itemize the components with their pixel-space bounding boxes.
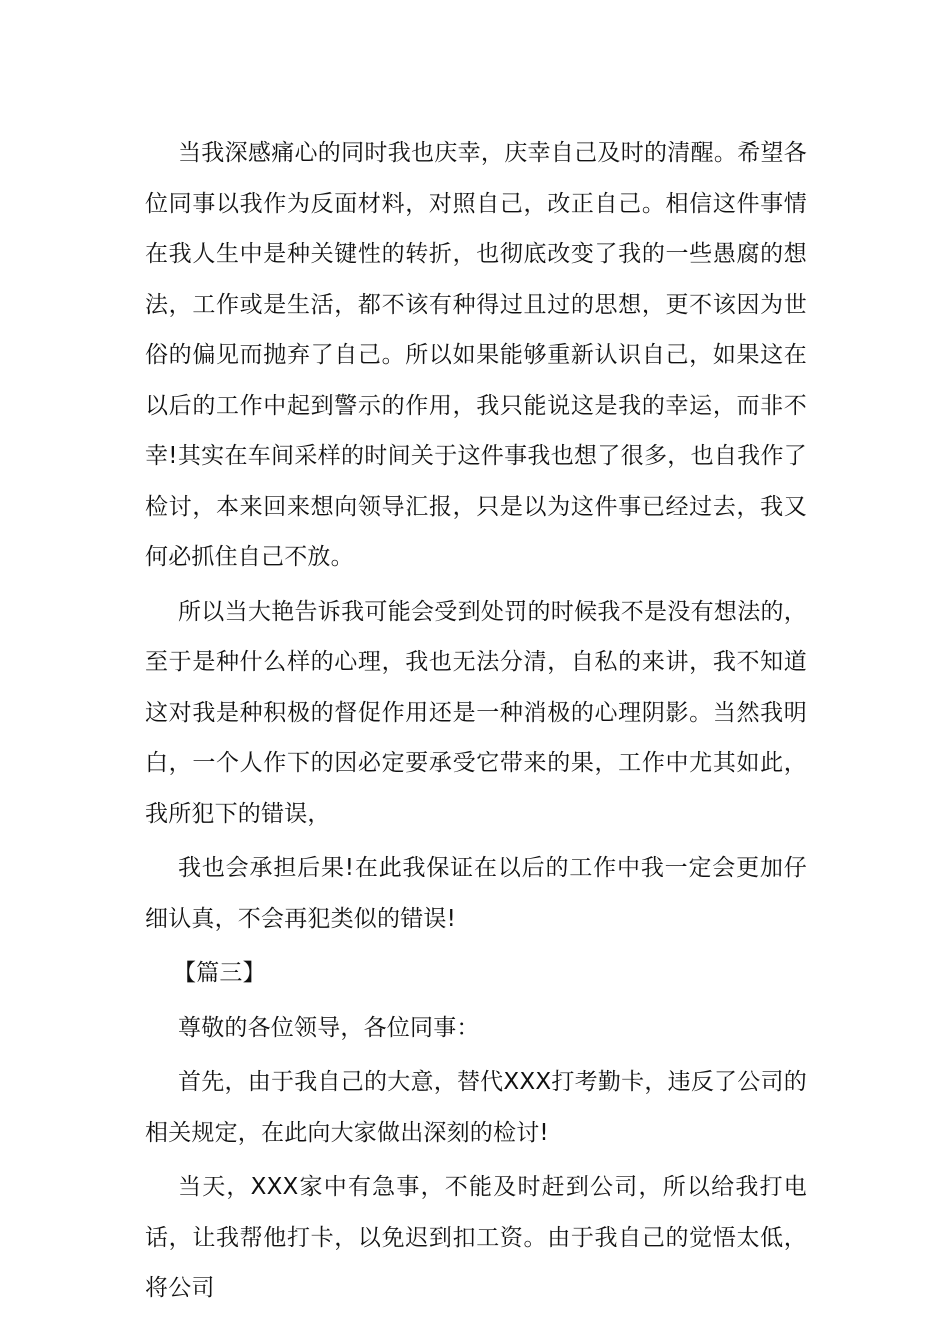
- paragraph-1: 当我深感痛心的同时我也庆幸，庆幸自己及时的清醒。希望各位同事以我作为反面材料，对照自己，改正自己。相信这件事情在我人生中是种关键性的转折，也彻底改变了我的一些愚腐的想法，工作或是生活，都不该有种得过且过的思想，更不该因为世俗的偏见而抛弃了自己。所以如果能够重新认识自己，如果这在以后的工作中起到警示的作用，我只能说这是我的幸运，而非不幸!其实在车间采样的时间关于这件事我也想了很多，也自我作了检讨，本来回来想向领导汇报，只是以为这件事已经过去，我又何必抓住自己不放。: [145, 140, 807, 570]
- paragraph-5: 当天，XXX家中有急事，不能及时赶到公司，所以给我打电话，让我帮他打卡，以免迟到扣工资。由于我自己的觉悟太低，将公司: [145, 1174, 807, 1301]
- paragraph-2: 所以当大艳告诉我可能会受到处罚的时候我不是没有想法的，至于是种什么样的心理，我也无法分清，自私的来讲，我不知道这对我是种积极的督促作用还是一种消极的心理阴影。当然我明白，一个人作下的因必定要承受它带来的果，工作中尤其如此，我所犯下的错误，: [145, 598, 807, 827]
- paragraph-4: 首先，由于我自己的大意，替代XXX打考勤卡，违反了公司的相关规定，在此向大家做出深刻的检讨!: [145, 1069, 807, 1146]
- paragraph-3: 我也会承担后果!在此我保证在以后的工作中我一定会更加仔细认真，不会再犯类似的错误!: [145, 855, 807, 932]
- section-heading: 【篇三】: [173, 960, 266, 986]
- salutation: 尊敬的各位领导，各位同事：: [178, 1014, 480, 1041]
- document-body: [145, 128, 807, 1318]
